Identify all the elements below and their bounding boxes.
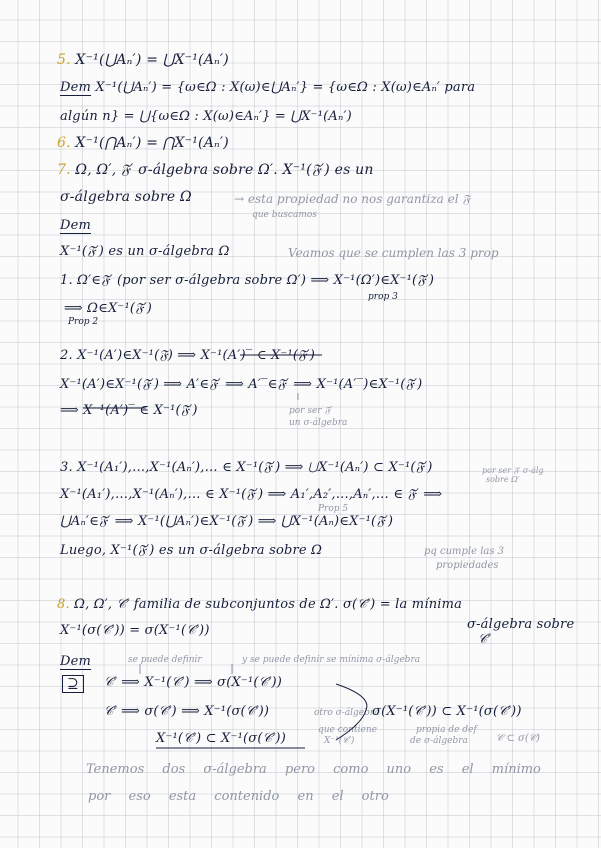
item-number-6: 6. (57, 135, 71, 151)
item-number-8: 8. (57, 597, 70, 612)
item-8-inclusion: σ(X⁻¹(𝒞′)) ⊂ X⁻¹(σ(𝒞′)) (372, 704, 522, 719)
item-7-conclusion: Luego, X⁻¹(𝔉′) es un σ-álgebra sobre Ω (60, 543, 323, 558)
item-8-note-1: σ-álgebra sobre (467, 617, 575, 632)
item-8-closing-2: por eso esta contenido en el otro (88, 789, 389, 804)
item-8-note-contains-2: X⁻¹(𝒞′) (324, 736, 355, 746)
item-7-statement-1: Ω, Ω′, 𝔉′ σ-álgebra sobre Ω′. X⁻¹(𝔉′) es un (75, 162, 374, 178)
item-7-conclusion-note-1: pq cumple las 3 (424, 546, 505, 557)
item-7-proof-note: Veamos que se cumplen las 3 prop (288, 246, 499, 260)
item-number-7: 7. (57, 162, 71, 178)
item-8-note-subset: 𝒞 ⊂ σ(𝒞) (496, 733, 540, 744)
prop-1-line: 1. Ω′∈𝔉′ (por ser σ-álgebra sobre Ω′) ⟹ X⁻¹(Ω′)∈X⁻¹(𝔉′) (60, 273, 435, 288)
prop-2-note-2: un σ-álgebra (289, 418, 348, 428)
prop-3-label: prop 3 (368, 292, 398, 302)
prop-3-line: 3. X⁻¹(A₁′),…,X⁻¹(Aₙ′),… ∈ X⁻¹(𝔉′) ⟹ ⋃X⁻¹(Aₙ′) ⊂ X⁻¹(𝔉′) (60, 460, 433, 475)
item-7-statement-2: σ-álgebra sobre Ω (60, 189, 192, 205)
item-8-note-2: 𝒞′ (478, 632, 491, 647)
item-8-note-contains-1: que contiene (318, 725, 377, 735)
item-8-note-def-1: propia de def (416, 725, 477, 735)
prop-3-note-1: por ser 𝔉′ σ-álg (482, 466, 544, 475)
prop-3-proof-1: X⁻¹(A₁′),…,X⁻¹(Aₙ′),… ∈ X⁻¹(𝔉′) ⟹ A₁′,A₂′,…,Aₙ′,… ∈ 𝔉′ ⟹ (60, 487, 443, 502)
dem-label-5: Dem (60, 80, 92, 95)
item-7-proof-intro: X⁻¹(𝔉′) es un σ-álgebra Ω (60, 244, 230, 259)
item-7-side-note: → esta propiedad no nos garantiza el 𝔉 (234, 192, 470, 206)
item-5-proof-line-2: algún n} = ⋃{ω∈Ω : X(ω)∈Aₙ′} = ⋃X⁻¹(Aₙ′) (60, 109, 352, 124)
item-5-statement: X⁻¹(⋃Aₙ′) = ⋃X⁻¹(Aₙ′) (75, 52, 229, 68)
prop-5-label: Prop 5 (318, 504, 349, 514)
prop-2-line: 2. X⁻¹(A′)∈X⁻¹(𝔉) ⟹ X⁻¹(A′)‾ ∈ X⁻¹(𝔉′) (60, 348, 316, 363)
dem-label-7: Dem (60, 218, 92, 233)
item-8-step-1: 𝒞′ ⟹ X⁻¹(𝒞′) ⟹ σ(X⁻¹(𝒞′)) (104, 675, 283, 690)
prop-3-proof-2: ⋃Aₙ′∈𝔉′ ⟹ X⁻¹(⋃Aₙ′)∈X⁻¹(𝔉′) ⟹ ⋃X⁻¹(Aₙ)∈X⁻¹(𝔉′) (60, 514, 394, 529)
prop-2-label: Prop 2 (68, 317, 99, 327)
item-8-note-minimal: y se puede definir se mínima σ-álgebra (242, 655, 421, 665)
prop-2-conclusion: ⟹ X⁻¹(A′)‾ ∈ X⁻¹(𝔉′) (60, 403, 198, 418)
connecting-bracket (336, 684, 367, 740)
item-8-note-def-2: de σ-álgebra (410, 736, 468, 746)
item-8-closing-1: Tenemos dos σ-álgebra pero como uno es el mínimo (86, 762, 541, 777)
item-6-statement: X⁻¹(⋂Aₙ′) = ⋂X⁻¹(Aₙ′) (75, 135, 229, 151)
item-8-step-2: 𝒞′ ⟹ σ(𝒞′) ⟹ X⁻¹(σ(𝒞′)) (104, 704, 270, 719)
prop-1-conclusion: ⟹ Ω∈X⁻¹(𝔉′) (64, 301, 153, 316)
prop-2-note-1: por ser 𝔉′ (289, 406, 333, 416)
supseteq-box: ⊇ (62, 675, 84, 693)
prop-3-note-2: sobre Ω′ (486, 475, 520, 484)
prop-2-proof: X⁻¹(A′)∈X⁻¹(𝔉′) ⟹ A′∈𝔉′ ⟹ A′‾∈𝔉′ ⟹ X⁻¹(A′‾)∈X⁻¹(𝔉′) (60, 377, 423, 392)
item-8-note-other: otro σ-álgebra (314, 708, 380, 718)
item-7-side-note-2: que buscamos (252, 210, 317, 220)
item-8-statement: Ω, Ω′, 𝒞′ familia de subconjuntos de Ω′. σ(𝒞′) = la mínima (74, 597, 463, 612)
item-number-5: 5. (57, 52, 71, 68)
item-8-note-define: se puede definir (128, 655, 202, 665)
item-7-conclusion-note-2: propiedades (436, 560, 499, 571)
item-8-equation: X⁻¹(σ(𝒞′)) = σ(X⁻¹(𝒞′)) (60, 623, 210, 638)
item-8-step-3: X⁻¹(𝒞′) ⊂ X⁻¹(σ(𝒞′)) (156, 731, 286, 746)
item-5-proof-line-1: X⁻¹(⋃Aₙ′) = {ω∈Ω : X(ω)∈⋃Aₙ′} = {ω∈Ω : X(ω)∈Aₙ′ para (95, 80, 476, 95)
dem-label-8: Dem (60, 654, 92, 669)
